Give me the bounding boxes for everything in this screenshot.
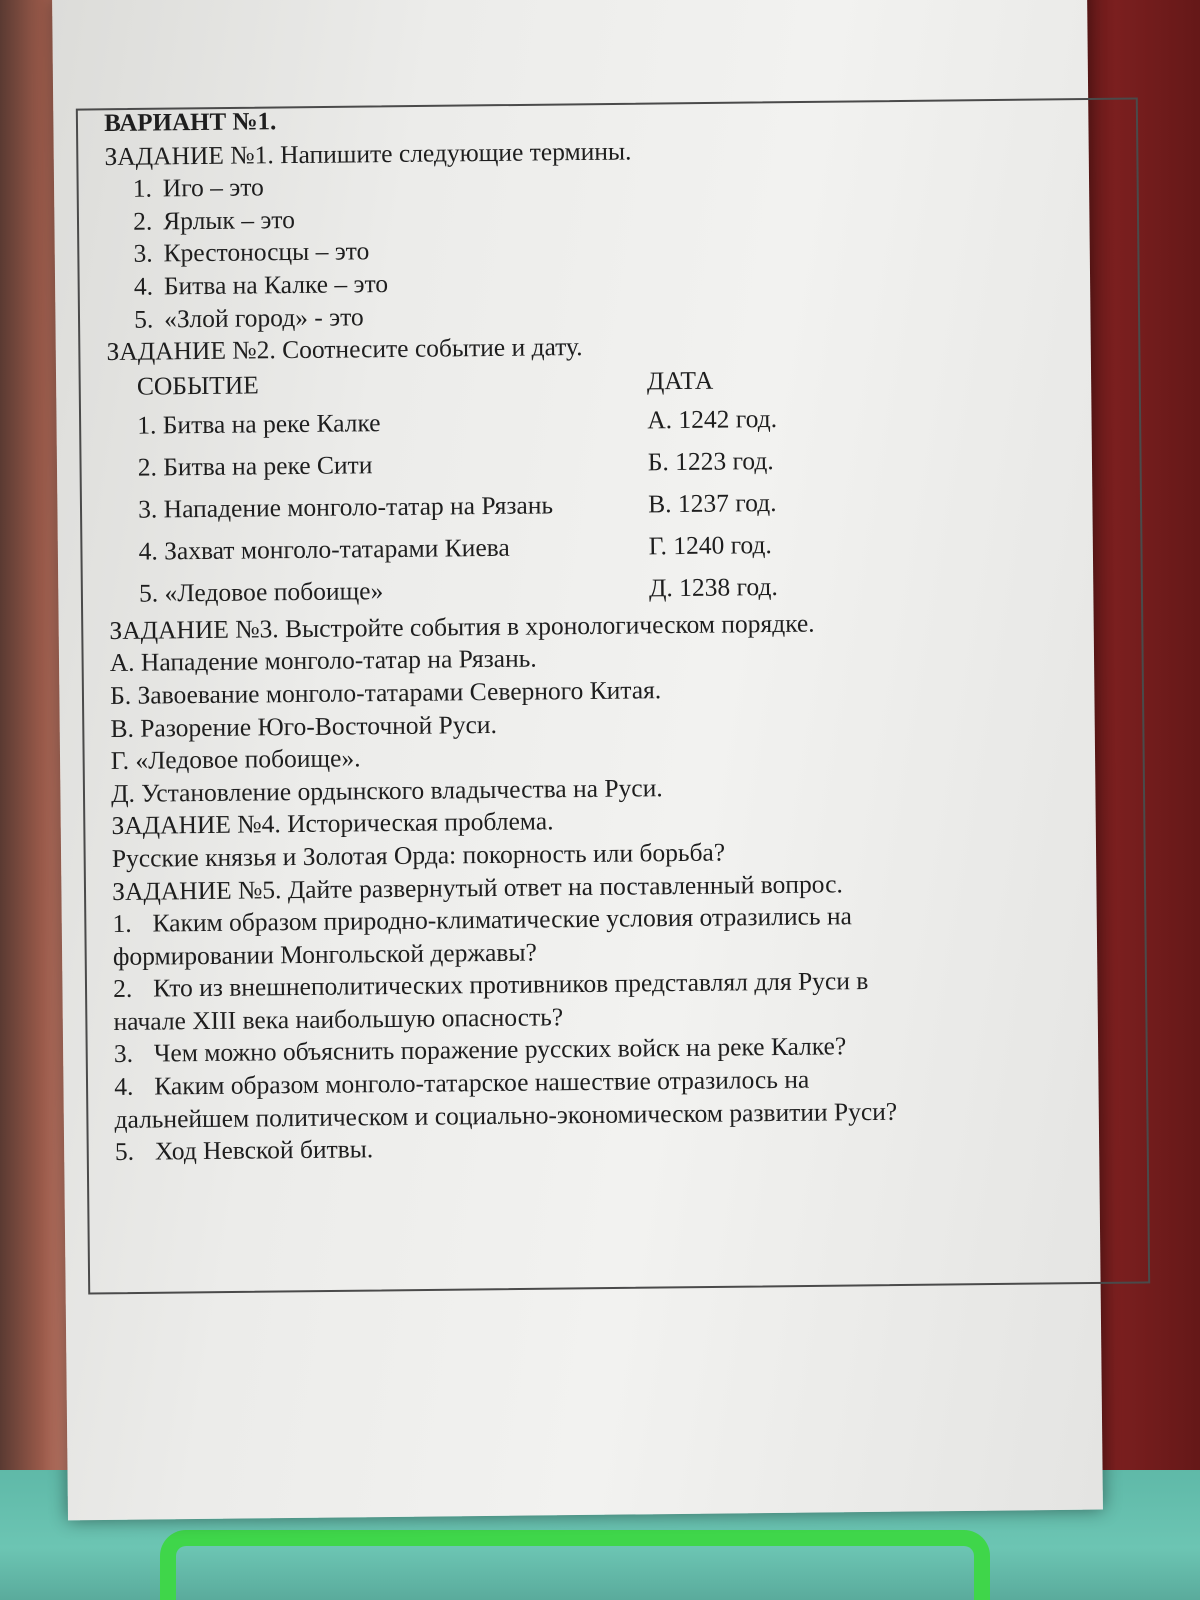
date-column-header: ДАТА [646, 365, 714, 396]
task3-item: В. Разорение Юго-Восточной Руси. [110, 709, 498, 743]
task1-item: 1. Иго – это [132, 172, 264, 203]
task5-question-cont: дальнейшем политическом и социально-экономическом развитии Руси? [114, 1096, 898, 1134]
task5-question: 4. Каким образом монголо-татарское нашествие отразилось на [114, 1064, 810, 1102]
task4-title: ЗАДАНИЕ №4. Историческая проблема. [111, 806, 554, 841]
task1-item: 2. Ярлык – это [133, 204, 295, 236]
task2-row: 2. Битва на реке Сити Б. 1223 год. [137, 445, 774, 482]
green-stand [160, 1530, 990, 1600]
task4-text: Русские князья и Золотая Орда: покорность или борьба? [111, 837, 726, 873]
task3-item: Б. Завоевание монголо-татарами Северного Китая. [109, 675, 662, 710]
variant-title: ВАРИАНТ №1. [104, 108, 277, 137]
task5-question-cont: начале XIII века наибольшую опасность? [113, 1002, 564, 1036]
task5-question: 2. Кто из внешнеполитических противников представлял для Руси в [113, 966, 869, 1004]
task5-question: 3. Чем можно объяснить поражение русских войск на реке Калке? [113, 1031, 847, 1069]
task5-question: 5. Ход Невской битвы. [114, 1134, 374, 1167]
task1-item: 4. Битва на Калке – это [133, 269, 389, 301]
task3-title: ЗАДАНИЕ №3. Выстройте события в хронологическом порядке. [109, 608, 815, 645]
task3-item: Д. Установление ордынского владычества на Руси. [111, 772, 663, 808]
task2-row: 3. Нападение монголо-татар на Рязань В. 1237 год. [138, 487, 777, 524]
task5-question: 1. Каким образом природно-климатические условия отразились на [112, 901, 853, 939]
task1-title: ЗАДАНИЕ №1. Напишите следующие термины. [104, 136, 632, 171]
task3-item: Г. «Ледовое побоище». [110, 743, 361, 776]
task1-item: 3. Крестоносцы – это [133, 236, 370, 269]
task1-item: 5. «Злой город» - это [134, 301, 364, 334]
task3-item: А. Нападение монголо-татар на Рязань. [109, 643, 537, 678]
task5-title: ЗАДАНИЕ №5. Дайте развернутый ответ на поставленный вопрос. [112, 868, 843, 906]
task2-row: 4. Захват монголо-татарами Киева Г. 1240 год. [138, 529, 772, 566]
event-column-header: СОБЫТИЕ [136, 370, 259, 401]
task2-title: ЗАДАНИЕ №2. Соотнесите событие и дату. [106, 332, 583, 367]
task5-question-cont: формировании Монгольской державы? [112, 937, 537, 971]
task2-row: 1. Битва на реке Калке А. 1242 год. [137, 403, 778, 440]
task2-row: 5. «Ледовое побоище» Д. 1238 год. [138, 571, 778, 608]
worksheet-content [104, 97, 1145, 1169]
